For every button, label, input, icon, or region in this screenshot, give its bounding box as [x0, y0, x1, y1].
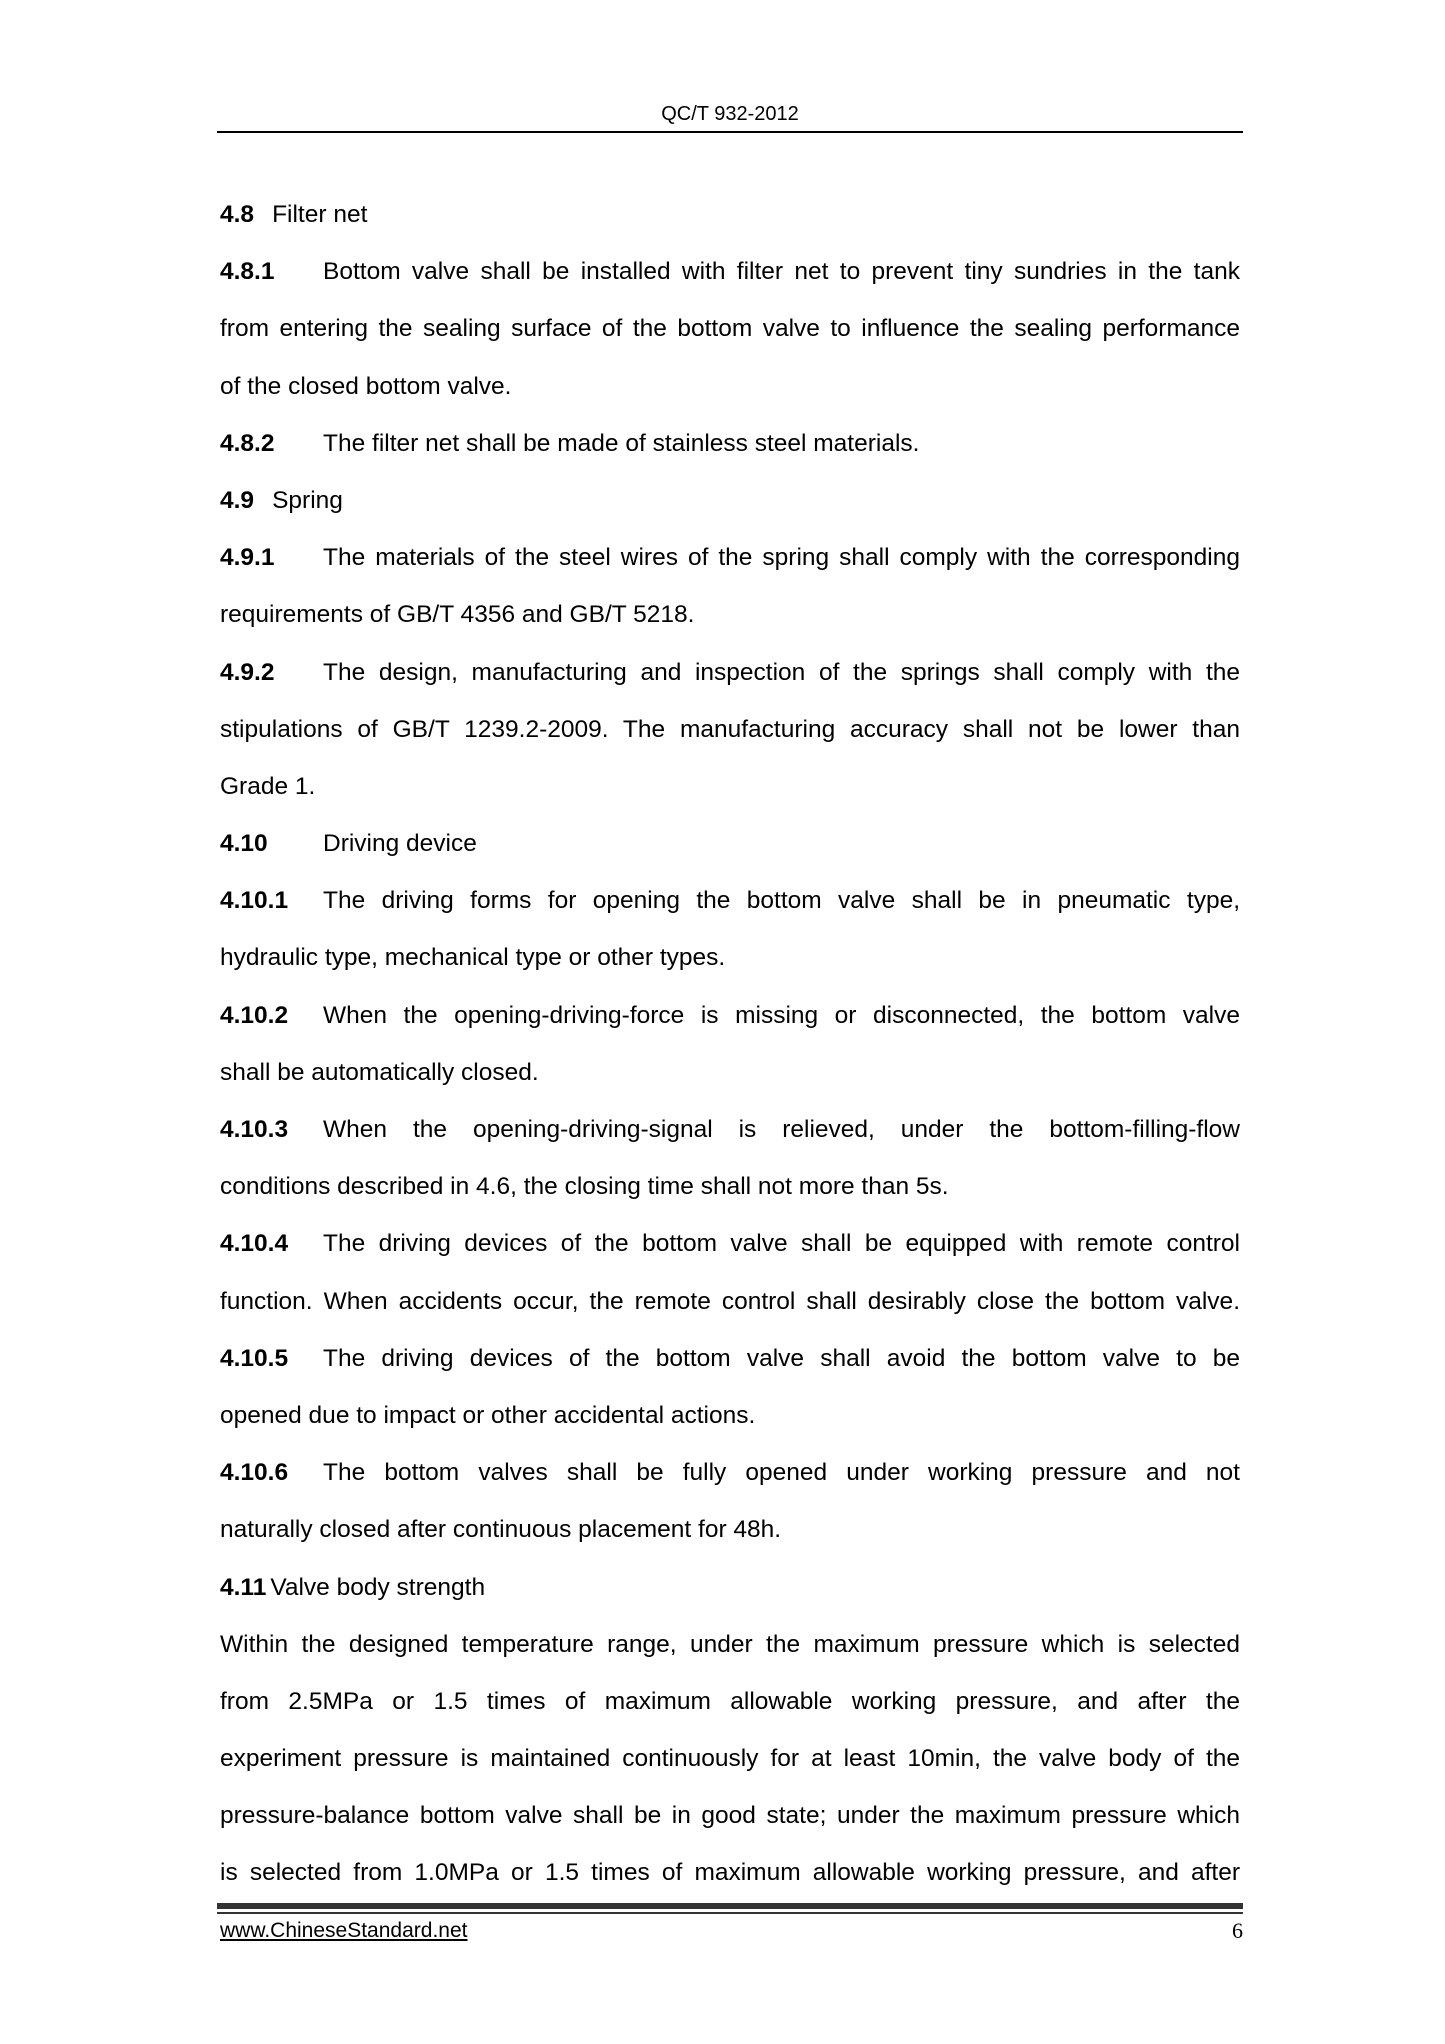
- page-header: QC/T 932-2012: [661, 103, 799, 125]
- clause-number: 4.10.5: [220, 1344, 289, 1372]
- footer-rule-thin: [217, 1912, 1243, 1914]
- section-number: 4.8: [220, 201, 255, 228]
- clause-4-10-4-line-1: [220, 1215, 1240, 1272]
- clause-4-10-3-line-1: [220, 1101, 1240, 1158]
- clause-number: 4.10.2: [220, 1001, 289, 1029]
- clause-number: 4.9.1: [220, 544, 275, 572]
- section-heading-4-9: [220, 472, 1240, 529]
- clause-4-10-3-line-2: conditions described in 4.6, the closing time shall not more than 5s.: [220, 1173, 949, 1201]
- clause-4-11-line-4: pressure-balance bottom valve shall be in good state; under the maximum pressure which: [220, 1802, 1240, 1830]
- clause-4-9-1-line-2: requirements of GB/T 4356 and GB/T 5218.: [220, 601, 695, 629]
- section-title: Valve body strength: [270, 1573, 486, 1601]
- section-heading-4-11: [220, 1559, 1240, 1616]
- section-number: 4.11: [220, 1573, 267, 1601]
- clause-4-9-2-line-2: stipulations of GB/T 1239.2-2009. The manufacturing accuracy shall not be lower than: [220, 715, 1240, 743]
- section-title: Driving device: [323, 830, 477, 858]
- clause-4-9-2-line-3: Grade 1.: [220, 772, 316, 800]
- clause-4-10-2-line-2: shall be automatically closed.: [220, 1058, 539, 1086]
- footer-rule-thick: [217, 1903, 1243, 1909]
- clause-number: 4.10.1: [220, 887, 289, 915]
- clause-4-11-line-1: Within the designed temperature range, under the maximum pressure which is selected: [220, 1630, 1240, 1658]
- clause-number: 4.8.1: [220, 258, 275, 286]
- clause-4-10-5-line-1: [220, 1330, 1240, 1387]
- clause-4-10-1-line-1: [220, 872, 1240, 929]
- page-number: 6: [1232, 1918, 1243, 1943]
- section-title: Spring: [272, 486, 343, 514]
- clause-text: The bottom valves shall be fully opened under working pressure and not: [323, 1459, 1240, 1487]
- clause-number: 4.10.4: [220, 1230, 289, 1258]
- clause-4-11-line-5: is selected from 1.0MPa or 1.5 times of maximum allowable working pressure, and after: [220, 1859, 1240, 1887]
- clause-text: The design, manufacturing and inspection of the springs shall comply with the: [323, 658, 1240, 686]
- clause-4-10-4-line-2: function. When accidents occur, the remote control shall desirably close the bottom valve.: [220, 1287, 1240, 1315]
- clause-4-10-2-line-1: [220, 987, 1240, 1044]
- section-heading-4-10: [220, 815, 1240, 872]
- clause-4-11-line-2: from 2.5MPa or 1.5 times of maximum allowable working pressure, and after the: [220, 1687, 1240, 1715]
- clause-4-9-2-line-1: [220, 644, 1240, 701]
- clause-text: The driving devices of the bottom valve shall avoid the bottom valve to be: [323, 1344, 1240, 1372]
- section-title: Filter net: [272, 201, 368, 228]
- clause-number: 4.10.6: [220, 1459, 289, 1487]
- clause-4-11-line-3: experiment pressure is maintained continuously for at least 10min, the valve body of the: [220, 1745, 1240, 1773]
- clause-number: 4.10.3: [220, 1116, 289, 1143]
- header-rule: [217, 131, 1243, 133]
- clause-4-9-1-line-1: [220, 529, 1240, 586]
- clause-text: The filter net shall be made of stainless steel materials.: [323, 429, 920, 457]
- clause-text: When the opening-driving-signal is relieved, under the bottom-filling-flow: [323, 1116, 1240, 1143]
- clause-text: The driving forms for opening the bottom valve shall be in pneumatic type,: [323, 887, 1240, 915]
- clause-4-8-1-line-2: from entering the sealing surface of the bottom valve to influence the sealing performance: [220, 315, 1240, 343]
- clause-text: The driving devices of the bottom valve shall be equipped with remote control: [323, 1230, 1240, 1258]
- clause-4-10-6-line-1: [220, 1444, 1240, 1501]
- section-number: 4.9: [220, 486, 255, 514]
- clause-text: Bottom valve shall be installed with filter net to prevent tiny sundries in the tank: [323, 258, 1240, 286]
- clause-number: 4.9.2: [220, 658, 275, 686]
- section-heading-4-8: [220, 186, 1240, 243]
- section-number: 4.10: [220, 830, 268, 858]
- footer-website-link[interactable]: www.ChineseStandard.net: [220, 1919, 468, 1942]
- clause-4-10-5-line-2: opened due to impact or other accidental actions.: [220, 1401, 756, 1429]
- clause-4-8-1-line-3: of the closed bottom valve.: [220, 372, 512, 400]
- document-body: [220, 186, 1240, 1902]
- clause-number: 4.8.2: [220, 429, 275, 457]
- clause-4-8-2-line-1: [220, 415, 1240, 472]
- clause-text: When the opening-driving-force is missing or disconnected, the bottom valve: [323, 1001, 1240, 1029]
- clause-4-8-1-line-1: [220, 243, 1240, 300]
- clause-4-10-1-line-2: hydraulic type, mechanical type or other types.: [220, 944, 726, 972]
- clause-text: The materials of the steel wires of the spring shall comply with the corresponding: [323, 544, 1240, 572]
- clause-4-10-6-line-2: naturally closed after continuous placement for 48h.: [220, 1516, 782, 1544]
